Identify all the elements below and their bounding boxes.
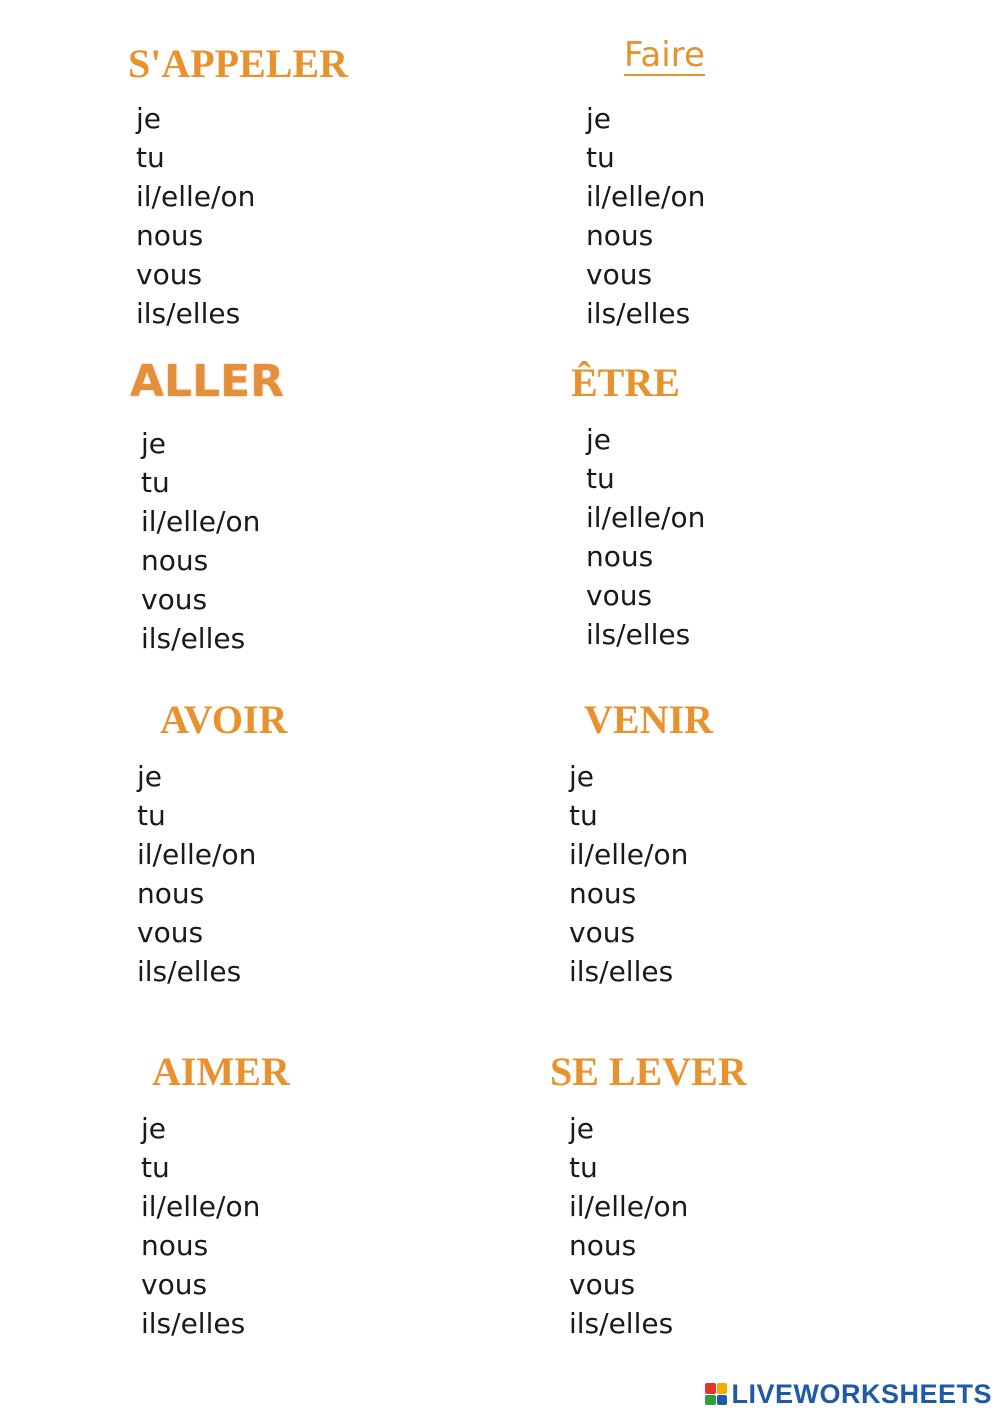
pronoun-nous: nous — [141, 544, 209, 577]
pronoun-je: je — [137, 760, 163, 793]
pronoun-vous: vous — [136, 258, 203, 291]
verb-title-sappeler: S'APPELER — [128, 41, 349, 86]
liveworksheets-logo-text: LIVEWORKSHEETS — [731, 1378, 992, 1409]
pronoun-je: je — [141, 1112, 167, 1145]
pronoun-ils-elles: ils/elles — [569, 955, 674, 988]
pronoun-vous: vous — [141, 583, 208, 616]
pronoun-je: je — [569, 760, 595, 793]
liveworksheets-logo[interactable] — [705, 1380, 992, 1408]
pronoun-tu: tu — [136, 141, 165, 174]
pronoun-je: je — [141, 427, 167, 460]
pronoun-ils-elles: ils/elles — [569, 1307, 674, 1340]
pronoun-nous: nous — [586, 219, 654, 252]
pronoun-list-venir — [569, 757, 688, 991]
pronoun-tu: tu — [137, 799, 166, 832]
pronoun-vous: vous — [137, 916, 204, 949]
pronoun-il-elle-on: il/elle/on — [137, 838, 257, 871]
pronoun-ils-elles: ils/elles — [137, 955, 242, 988]
pronoun-list-se-lever — [569, 1109, 688, 1343]
pronoun-nous: nous — [569, 1229, 637, 1262]
verb-title-se-lever: SE LEVER — [550, 1049, 747, 1094]
pronoun-tu: tu — [569, 799, 598, 832]
pronoun-vous: vous — [586, 579, 653, 612]
pronoun-ils-elles: ils/elles — [141, 1307, 246, 1340]
pronoun-vous: vous — [569, 1268, 636, 1301]
pronoun-nous: nous — [569, 877, 637, 910]
pronoun-je: je — [569, 1112, 595, 1145]
liveworksheets-logo-icon — [705, 1383, 727, 1405]
pronoun-il-elle-on: il/elle/on — [586, 180, 706, 213]
pronoun-vous: vous — [586, 258, 653, 291]
verb-title-venir: VENIR — [584, 697, 713, 742]
pronoun-il-elle-on: il/elle/on — [141, 505, 261, 538]
verb-title-etre: ÊTRE — [571, 360, 680, 405]
pronoun-vous: vous — [141, 1268, 208, 1301]
pronoun-ils-elles: ils/elles — [136, 297, 241, 330]
pronoun-list-sappeler — [136, 99, 255, 333]
pronoun-vous: vous — [569, 916, 636, 949]
pronoun-je: je — [136, 102, 162, 135]
pronoun-ils-elles: ils/elles — [586, 618, 691, 651]
pronoun-il-elle-on: il/elle/on — [569, 838, 689, 871]
pronoun-je: je — [586, 102, 612, 135]
pronoun-tu: tu — [586, 141, 615, 174]
verb-title-aller: ALLER — [130, 356, 285, 407]
pronoun-nous: nous — [141, 1229, 209, 1262]
verb-title-faire: Faire — [624, 35, 705, 75]
pronoun-tu: tu — [569, 1151, 598, 1184]
pronoun-il-elle-on: il/elle/on — [141, 1190, 261, 1223]
pronoun-je: je — [586, 423, 612, 456]
pronoun-list-avoir — [137, 757, 256, 991]
pronoun-il-elle-on: il/elle/on — [136, 180, 256, 213]
pronoun-ils-elles: ils/elles — [586, 297, 691, 330]
pronoun-nous: nous — [136, 219, 204, 252]
pronoun-list-etre — [586, 420, 705, 654]
pronoun-list-aimer — [141, 1109, 260, 1343]
pronoun-list-aller — [141, 424, 260, 658]
pronoun-il-elle-on: il/elle/on — [569, 1190, 689, 1223]
pronoun-nous: nous — [586, 540, 654, 573]
pronoun-tu: tu — [141, 466, 170, 499]
verb-title-aimer: AIMER — [152, 1049, 290, 1094]
pronoun-ils-elles: ils/elles — [141, 622, 246, 655]
pronoun-tu: tu — [141, 1151, 170, 1184]
verb-title-avoir: AVOIR — [160, 697, 288, 742]
pronoun-list-faire — [586, 99, 705, 333]
pronoun-tu: tu — [586, 462, 615, 495]
pronoun-il-elle-on: il/elle/on — [586, 501, 706, 534]
pronoun-nous: nous — [137, 877, 205, 910]
